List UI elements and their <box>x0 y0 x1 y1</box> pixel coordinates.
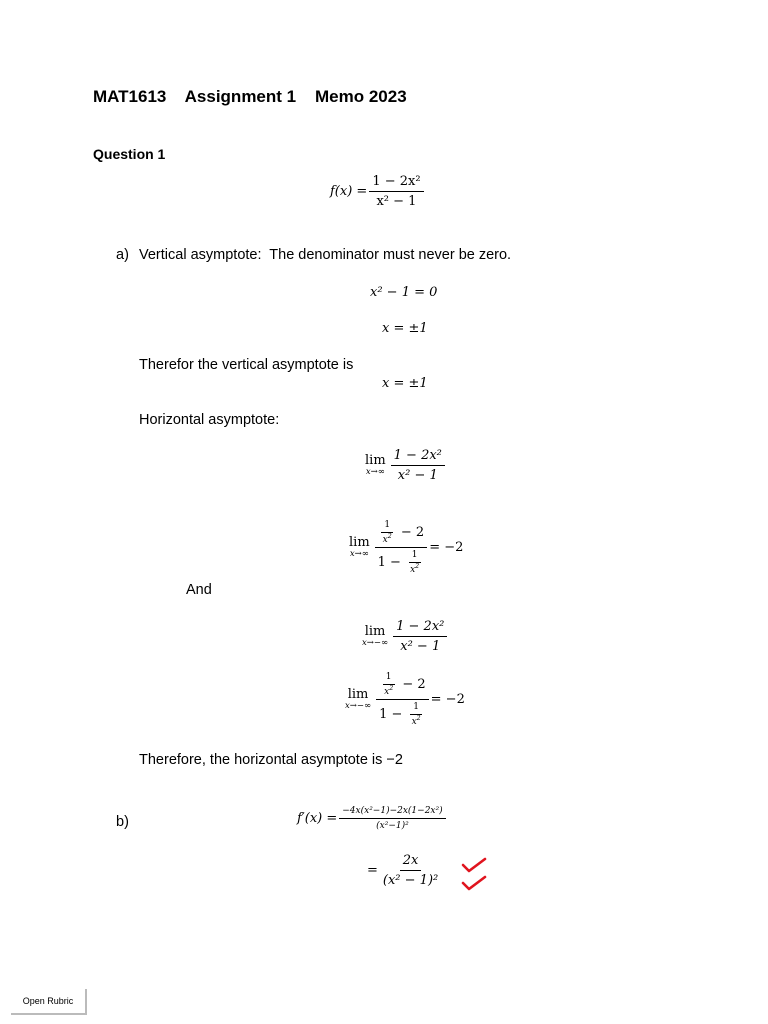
simplified-fraction <box>380 853 441 888</box>
derivative-lhs: f′(x) = <box>297 811 338 826</box>
vertical-conclusion-text: Therefor the vertical asymptote is <box>139 357 354 373</box>
limit-operator <box>362 625 388 648</box>
limit-operator <box>345 688 371 711</box>
limit-subscript: x→−∞ <box>362 637 389 648</box>
limit-result: = −2 <box>430 692 465 707</box>
equals-sign: = <box>367 863 378 878</box>
derivative-simplified <box>367 853 443 888</box>
limit-denominator: x² − 1 <box>400 639 441 654</box>
simplified-numerator: 2x <box>400 853 422 871</box>
limit-subscript: x→−∞ <box>345 700 372 711</box>
divided-numerator: $\frac{1}{x^2}$ − 2 <box>375 520 428 548</box>
lim-word: lim <box>347 687 369 703</box>
part-b-label: b) <box>116 814 129 830</box>
and-label: And <box>186 582 212 598</box>
limit-negative-divided <box>345 672 465 727</box>
limit-operator <box>349 536 370 559</box>
derivative-expression <box>297 806 448 831</box>
simplified-denominator: (x² − 1)² <box>382 873 439 888</box>
open-rubric-button[interactable]: Open Rubric <box>11 989 87 1015</box>
divided-fraction <box>376 672 429 727</box>
function-lhs: f(x) = <box>330 184 368 199</box>
divided-fraction <box>375 520 428 575</box>
derivative-fraction <box>339 806 445 831</box>
lim-word: lim <box>365 453 386 469</box>
lim-word: lim <box>349 535 370 551</box>
limit-denominator: x² − 1 <box>397 468 438 483</box>
function-numerator: 1 − 2x² <box>369 174 423 192</box>
limit-positive-original <box>365 448 447 483</box>
denominator-solution: x = ±1 <box>382 321 428 336</box>
vertical-asymptote-result: x = ±1 <box>382 376 428 391</box>
vertical-asymptote-intro: Vertical asymptote: The denominator must never be zero. <box>139 247 512 263</box>
check-mark-icon <box>461 857 487 873</box>
function-definition <box>330 174 426 209</box>
limit-positive-divided <box>349 520 463 575</box>
limit-fraction <box>393 619 447 654</box>
limit-result: = −2 <box>429 540 464 555</box>
limit-fraction <box>391 448 445 483</box>
limit-numerator: 1 − 2x² <box>393 619 447 637</box>
question-heading: Question 1 <box>93 146 166 162</box>
check-mark-icon <box>461 875 487 891</box>
horizontal-asymptote-label: Horizontal asymptote: <box>139 412 280 428</box>
limit-operator <box>365 454 386 477</box>
denominator-equation: x² − 1 = 0 <box>370 285 438 300</box>
lim-word: lim <box>364 624 386 640</box>
limit-numerator: 1 − 2x² <box>391 448 445 466</box>
divided-denominator: 1 − $\frac{1}{x^2}$ <box>379 702 421 727</box>
part-a-label: a) <box>116 247 129 263</box>
derivative-numerator: −4x(x²−1)−2x(1−2x²) <box>339 806 445 819</box>
derivative-denominator: (x²−1)² <box>376 821 409 831</box>
divided-denominator: 1 − $\frac{1}{x^2}$ <box>377 550 420 575</box>
limit-subscript: x→∞ <box>349 548 369 559</box>
divided-numerator: $\frac{1}{x^2}$ − 2 <box>376 672 429 700</box>
document-title: MAT1613 Assignment 1 Memo 2023 <box>93 87 407 106</box>
limit-subscript: x→∞ <box>365 466 385 477</box>
limit-negative-original <box>362 619 449 654</box>
function-denominator: x² − 1 <box>376 194 417 209</box>
function-fraction <box>369 174 423 209</box>
horizontal-conclusion: Therefore, the horizontal asymptote is −2 <box>139 752 403 768</box>
